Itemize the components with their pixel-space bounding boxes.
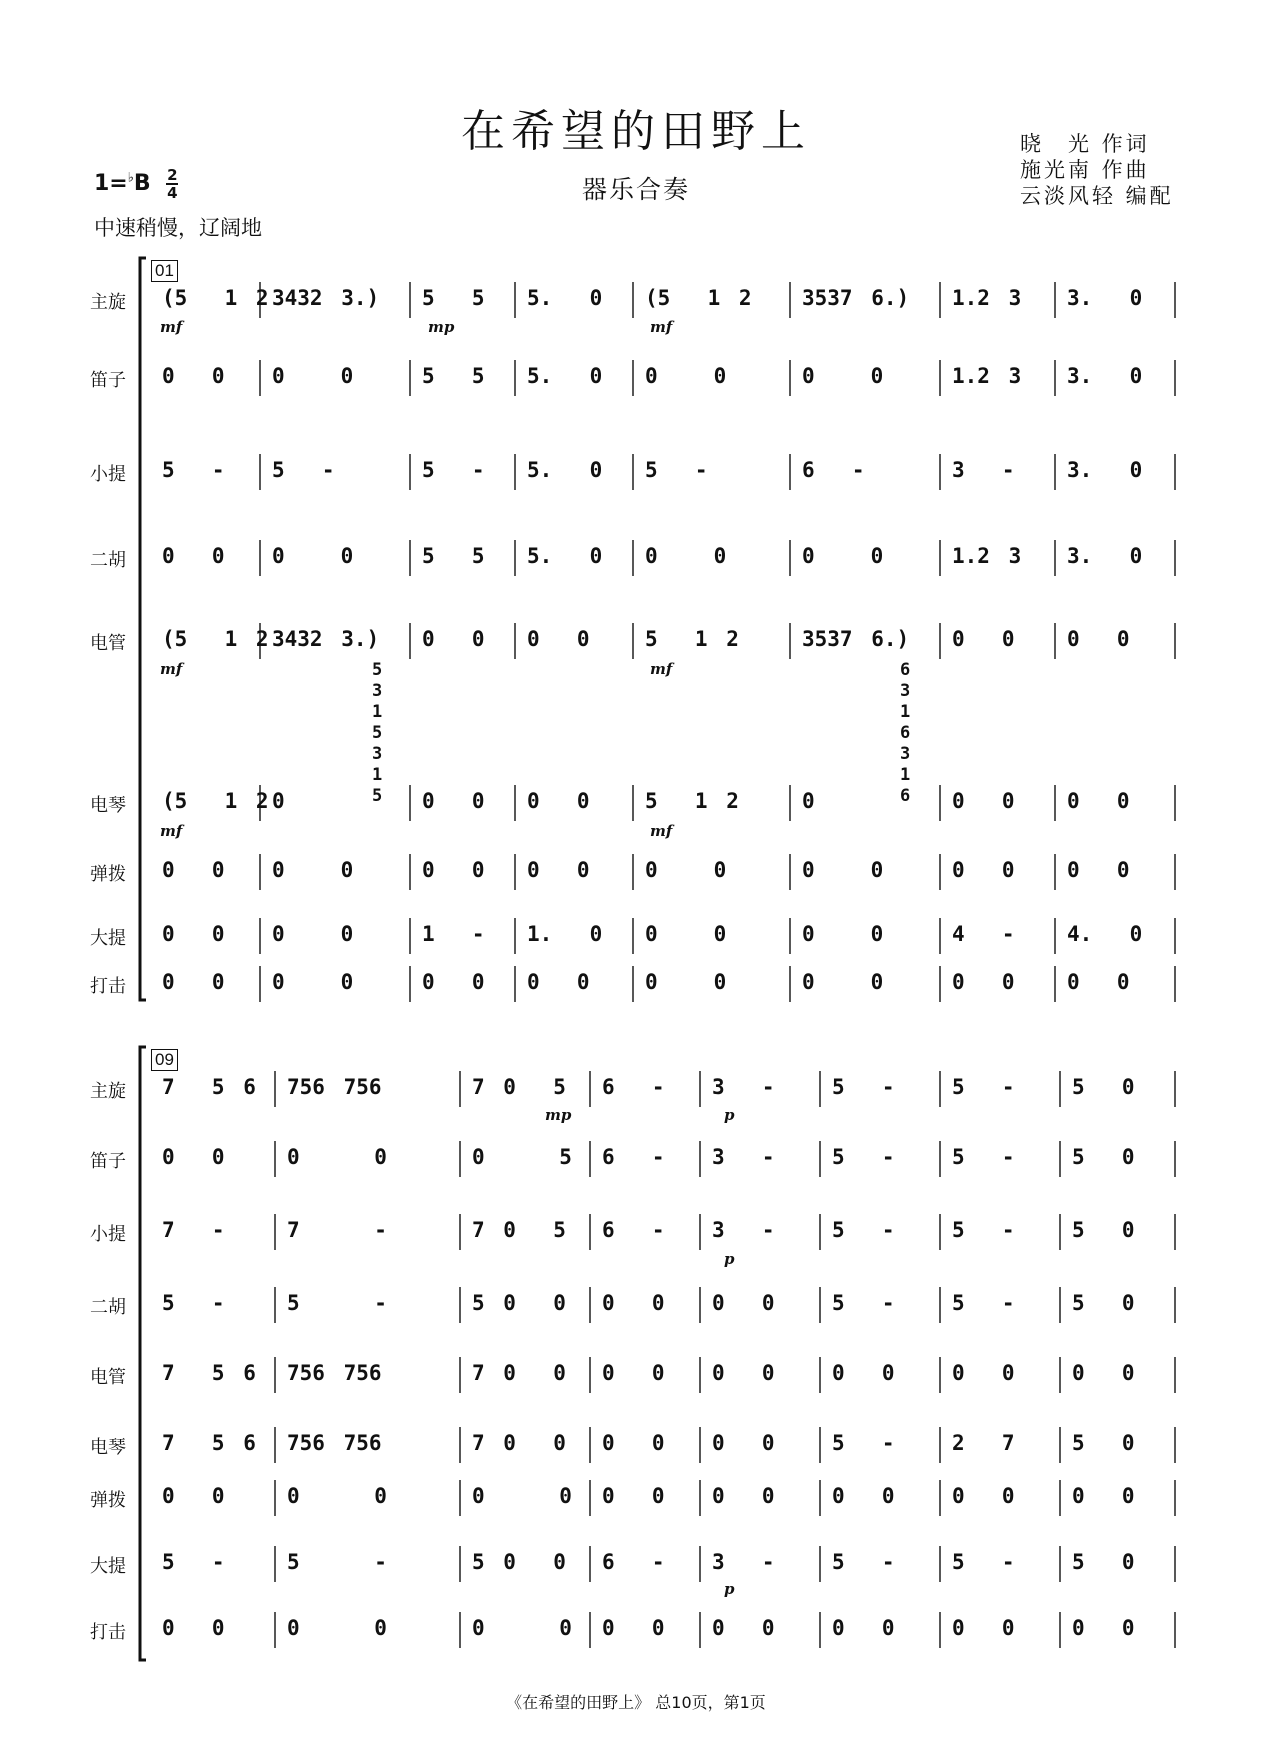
measure-notes: 3 - [952,458,1015,482]
measure-notes: (5 1 2 [162,286,269,310]
measure-notes: (5 1 2 [645,286,752,310]
measure-notes: 0 0 [952,970,1015,994]
measure-notes: 0 0 [422,789,485,813]
measure-notes: 7 0 5 [472,1075,566,1099]
dynamic-mark: mf [650,660,673,678]
instrument-label: 笛子 [90,370,126,391]
flat-sign: ♭ [127,170,134,186]
measure-notes: 0 0 [952,1616,1015,1640]
measure-notes: 5 - [952,1075,1015,1099]
measure-notes: 0 0 [832,1361,895,1385]
measure-notes: 1. 0 [527,922,603,946]
measure-notes: 0 0 [272,970,354,994]
measure-notes: 0 0 [712,1484,775,1508]
measure-notes: 5 - [422,458,485,482]
measure-notes: 0 0 [1067,858,1130,882]
measure-notes: 5 0 [1072,1291,1135,1315]
measure-notes: 2 7 [952,1431,1015,1455]
measure-notes: 0 0 [272,858,354,882]
measure-notes: 0 0 [472,1616,572,1640]
measure-notes: 5. 0 [527,364,603,388]
measure-notes: 0 0 [645,858,727,882]
measure-notes: 1 - [422,922,485,946]
measure-notes: 0 0 [712,1616,775,1640]
measure-notes: 3. 0 [1067,458,1143,482]
measure-notes: 0 0 [952,789,1015,813]
instrument-label: 电琴 [90,795,126,816]
measure-notes: 5 - [287,1550,387,1574]
dynamic-mark: p [724,1106,735,1124]
measure-notes: 0 0 [162,364,225,388]
credit-arranger: 云淡风轻 编配 [1020,184,1174,208]
dynamic-mark: p [724,1580,735,1598]
dynamic-mark: mf [160,822,183,840]
instrument-label: 电管 [90,633,126,654]
measure-notes: 6 - [602,1145,665,1169]
measure-notes: 0 0 [712,1291,775,1315]
measure-notes: 0 0 [287,1484,387,1508]
measure-notes: 756 756 [287,1075,382,1099]
measure-notes: 0 0 [802,364,884,388]
instrument-label: 打击 [90,1622,126,1643]
measure-notes: 0 0 [952,1361,1015,1385]
instrument-label: 主旋 [90,1081,126,1102]
instrument-label: 主旋 [90,292,126,313]
measure-notes: 0 0 [162,970,225,994]
measure-notes: 3. 0 [1067,544,1143,568]
measure-notes: 0 0 [272,544,354,568]
measure-notes: 5 5 [422,544,485,568]
measure-notes: 6 - [602,1075,665,1099]
measure-notes: 4. 0 [1067,922,1143,946]
measure-notes: 5 - [287,1291,387,1315]
measure-notes: 0 0 [832,1484,895,1508]
measure-notes: 5 0 [1072,1218,1135,1242]
rehearsal-mark: 09 [151,1049,178,1071]
measure-notes: 0 0 [602,1616,665,1640]
chord-note: 6 [900,786,911,806]
measure-notes: 7 0 0 [472,1361,566,1385]
measure-notes: 3 - [712,1550,775,1574]
measure-notes: 7 5 6 [162,1075,256,1099]
measure-notes: 3537 6.) [802,627,910,651]
dynamic-mark: mp [428,318,455,336]
measure-notes: 5 0 [1072,1145,1135,1169]
chord-note: 1 [900,702,911,722]
measure-notes: 5 1 2 [645,789,739,813]
measure-notes: 0 0 [162,1145,225,1169]
measure-notes: (5 1 2 [162,789,269,813]
measure-notes: 0 0 [162,544,225,568]
instrument-label: 电琴 [90,1437,126,1458]
measure-notes: 3432 3.) [272,286,380,310]
measure-notes: 0 0 [802,922,884,946]
measure-notes: 7 - [162,1218,225,1242]
time-top: 2 [167,166,178,184]
instrument-label: 弹拨 [90,864,126,885]
measure-notes: 0 0 [287,1145,387,1169]
measure-notes: 5 0 [1072,1431,1135,1455]
measure-notes: 0 0 [645,544,727,568]
measure-notes: 0 0 [1067,789,1130,813]
measure-notes: 3 - [712,1218,775,1242]
measure-notes: 5 - [832,1145,895,1169]
system-bracket [140,258,146,1000]
chord-note: 5 [372,786,383,806]
measure-notes: 5 5 [422,286,485,310]
measure-notes: (5 1 2 [162,627,269,651]
measure-notes: 3432 3.) [272,627,380,651]
instrument-label: 打击 [90,976,126,997]
dynamic-mark: mf [650,822,673,840]
measure-notes: 0 0 [832,1616,895,1640]
measure-notes: 7 - [287,1218,387,1242]
measure-notes: 5 5 [422,364,485,388]
measure-notes: 5. 0 [527,544,603,568]
chord-note: 3 [900,744,911,764]
measure-notes: 5 - [952,1145,1015,1169]
measure-notes: 0 0 [952,1484,1015,1508]
measure-notes: 0 0 [162,1484,225,1508]
measure-notes: 6 - [602,1550,665,1574]
key-prefix: 1= [94,171,128,196]
measure-notes: 6 - [602,1218,665,1242]
dynamic-mark: mf [160,318,183,336]
measure-notes: 5. 0 [527,286,603,310]
measure-notes: 0 0 [162,858,225,882]
chord-note: 5 [372,723,383,743]
measure-notes: 5 - [952,1291,1015,1315]
measure-notes: 0 0 [712,1431,775,1455]
measure-notes: 7 0 0 [472,1431,566,1455]
measure-notes: 7 5 6 [162,1431,256,1455]
instrument-label: 弹拨 [90,1490,126,1511]
chord-note: 1 [372,765,383,785]
measure-notes: 0 0 [952,858,1015,882]
measure-notes: 0 0 [272,922,354,946]
measure-notes: 5 - [832,1218,895,1242]
chord-note: 3 [372,744,383,764]
measure-notes: 0 0 [645,970,727,994]
measure-notes: 0 0 [802,544,884,568]
credit-lyricist: 晓 光 作词 [1020,132,1150,156]
measure-notes: 0 0 [602,1291,665,1315]
measure-notes: 0 0 [602,1484,665,1508]
measure-notes: 0 0 [1072,1361,1135,1385]
measure-notes: 4 - [952,922,1015,946]
measure-notes: 3. 0 [1067,286,1143,310]
dynamic-mark: mp [545,1106,572,1124]
instrument-label: 笛子 [90,1151,126,1172]
measure-notes: 0 [272,789,285,813]
measure-notes: 5 0 0 [472,1291,566,1315]
measure-notes: 5. 0 [527,458,603,482]
instrument-label: 二胡 [90,1297,126,1318]
dynamic-mark: mf [650,318,673,336]
measure-notes: 6 - [802,458,865,482]
score-title: 在希望的田野上 [461,106,811,157]
measure-notes: 0 0 [422,627,485,651]
instrument-label: 小提 [90,464,126,485]
instrument-label: 大提 [90,1556,126,1577]
measure-notes: 0 0 [527,627,590,651]
measure-notes: 7 0 5 [472,1218,566,1242]
chord-note: 3 [900,681,911,701]
measure-notes: 5 - [832,1291,895,1315]
rehearsal-mark: 01 [151,260,178,282]
measure-notes: 0 0 [527,970,590,994]
chord-note: 6 [900,723,911,743]
measure-notes: 0 0 [527,858,590,882]
measure-notes: 0 0 [527,789,590,813]
instrument-label: 电管 [90,1367,126,1388]
measure-notes: 0 0 [1067,970,1130,994]
chord-note: 6 [900,660,911,680]
credit-composer: 施光南 作曲 [1020,158,1150,182]
measure-notes: 1.2 3 [952,286,1022,310]
measure-notes: 5 - [162,458,225,482]
measure-notes: 0 0 [645,922,727,946]
measure-notes: 1.2 3 [952,544,1022,568]
measure-notes: 0 0 [472,1484,572,1508]
measure-notes: 0 0 [287,1616,387,1640]
measure-notes: 5 - [162,1550,225,1574]
measure-notes: 756 756 [287,1431,382,1455]
page-footer: 《在希望的田野上》 总10页，第1页 [506,1693,766,1712]
chord-note: 3 [372,681,383,701]
measure-notes: 0 0 [802,858,884,882]
system-bracket [140,1047,146,1660]
measure-notes: 5 - [645,458,708,482]
measure-notes: 7 5 6 [162,1361,256,1385]
instrument-label: 大提 [90,928,126,949]
measure-notes: 0 0 [952,627,1015,651]
measure-notes: 3537 6.) [802,286,910,310]
measure-notes: 5 0 [1072,1550,1135,1574]
time-bottom: 4 [167,184,178,202]
measure-notes: 0 0 [422,970,485,994]
instrument-label: 小提 [90,1224,126,1245]
measure-notes: 3 - [712,1075,775,1099]
chord-note: 5 [372,660,383,680]
measure-notes: 5 0 0 [472,1550,566,1574]
measure-notes: 0 0 [1067,627,1130,651]
measure-notes: 1.2 3 [952,364,1022,388]
measure-notes: 3 - [712,1145,775,1169]
dynamic-mark: p [724,1250,735,1268]
score-subtitle: 器乐合奏 [581,175,690,204]
measure-notes: 5 - [832,1550,895,1574]
measure-notes: 0 0 [272,364,354,388]
measure-notes: 5 - [162,1291,225,1315]
measure-notes: 0 0 [1072,1616,1135,1640]
measure-notes: 0 0 [802,970,884,994]
tempo-marking: 中速稍慢，辽阔地 [94,216,262,240]
measure-notes: 0 0 [422,858,485,882]
key-note: B [133,171,151,196]
measure-notes: 0 [802,789,815,813]
measure-notes: 5 1 2 [645,627,739,651]
measure-notes: 3. 0 [1067,364,1143,388]
measure-notes: 5 - [832,1431,895,1455]
measure-notes: 0 0 [602,1361,665,1385]
measure-notes: 0 0 [1072,1484,1135,1508]
instrument-label: 二胡 [90,550,126,571]
measure-notes: 5 - [272,458,335,482]
measure-notes: 0 0 [162,1616,225,1640]
measure-notes: 5 0 [1072,1075,1135,1099]
measure-notes: 0 5 [472,1145,572,1169]
measure-notes: 0 0 [602,1431,665,1455]
measure-notes: 0 0 [712,1361,775,1385]
chord-note: 1 [900,765,911,785]
measure-notes: 5 - [832,1075,895,1099]
measure-notes: 0 0 [162,922,225,946]
measure-notes: 0 0 [645,364,727,388]
measure-notes: 5 - [952,1218,1015,1242]
measure-notes: 756 756 [287,1361,382,1385]
dynamic-mark: mf [160,660,183,678]
chord-note: 1 [372,702,383,722]
measure-notes: 5 - [952,1550,1015,1574]
